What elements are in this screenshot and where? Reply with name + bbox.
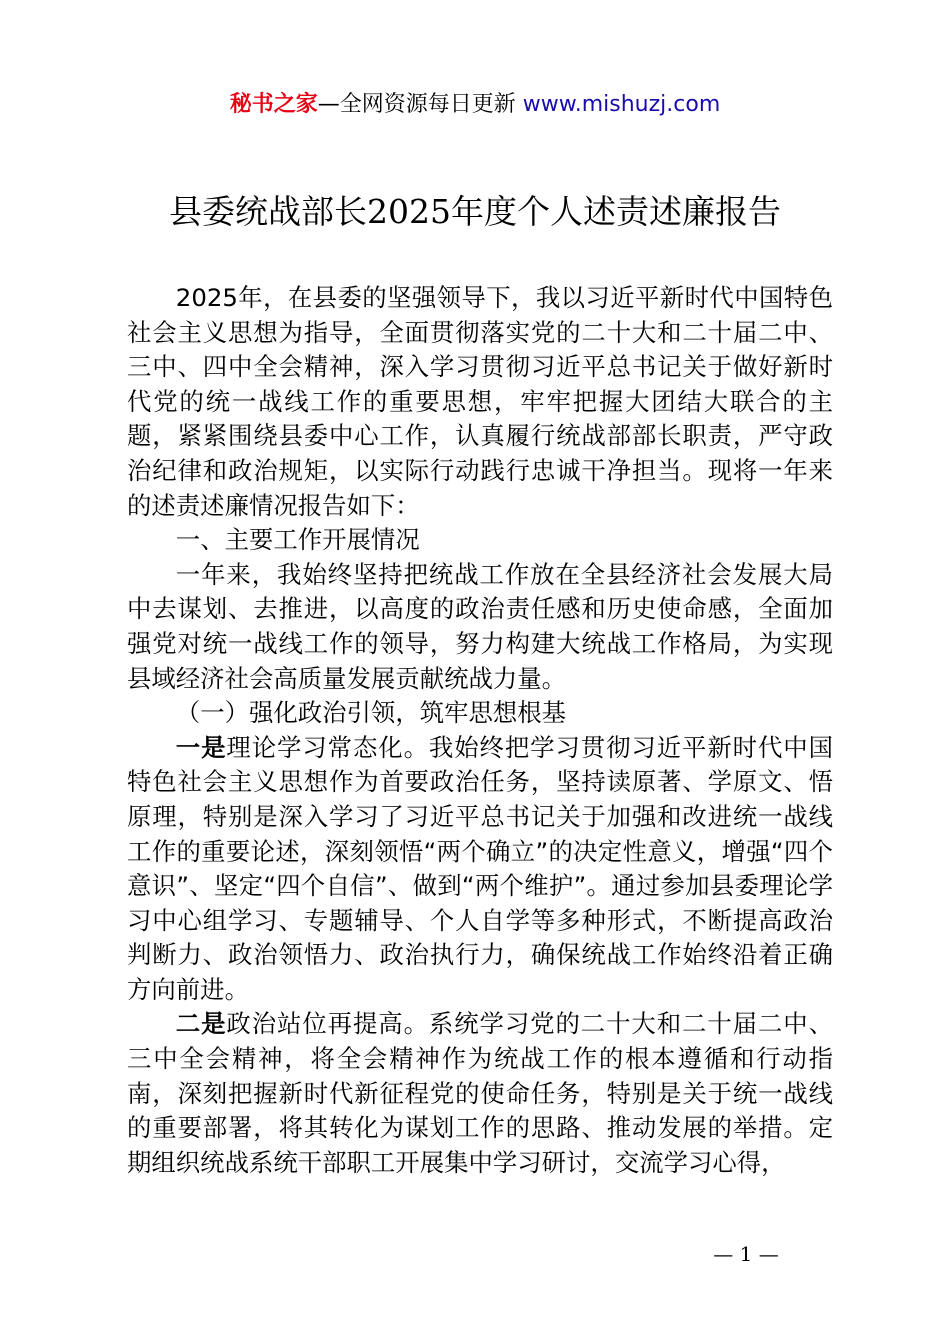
paragraph-text: 政治站位再提高。系统学习党的二十大和二十届二中、三中全会精神，将全会精神作为统战工作的根本遵循和行动指南，深刻把握新时代新征程党的使命任务，特别是关于统一战线的重要部署，将其转化为谋划工作的思路、推动发展的举措。定期组织统战系统干部职工开展集中学习研讨，交流学习心得， (127, 1009, 833, 1177)
paragraph (127, 281, 833, 523)
paragraph (127, 558, 833, 696)
banner-dash: — (317, 92, 340, 117)
paragraph (127, 731, 833, 1008)
paragraph-text: 一年来，我始终坚持把统战工作放在全县经济社会发展大局中去谋划、去推进，以高度的政治责任感和历史使命感，全面加强党对统一战线工作的领导，努力构建大统战工作格局，为实现县域经济社会高质量发展贡献统战力量。 (127, 559, 833, 693)
document-title: 县委统战部长2025年度个人述责述廉报告 (169, 192, 781, 231)
paragraph-text: （一）强化政治引领，筑牢思想根基 (175, 698, 567, 728)
subsection-heading (127, 696, 833, 731)
section-heading (127, 523, 833, 558)
paragraph-text: 2025年，在县委的坚强领导下，我以习近平新时代中国特色社会主义思想为指导，全面贯彻落实党的二十大和二十届二中、三中、四中全会精神，深入学习贯彻习近平总书记关于做好新时代党的统一战线工作的重要思想，牢牢把握大团结大联合的主题，紧紧围绕县委中心工作，认真履行统战部部长职责，严守政治纪律和政治规矩，以实际行动践行忠诚干净担当。现将一年来的述责述廉情况报告如下： (127, 283, 833, 520)
paragraph-lead: 二是 (175, 1009, 227, 1039)
banner-text: 全网资源每日更新 (339, 92, 523, 117)
paragraph-text: 一、主要工作开展情况 (175, 525, 420, 555)
site-banner (0, 89, 950, 121)
paragraph (127, 1007, 833, 1180)
paragraph-lead: 一是 (175, 732, 227, 762)
banner-brand: 秘书之家 (229, 92, 318, 117)
document-body (127, 281, 833, 1180)
banner-url-link[interactable]: www.mishuzj.com (522, 92, 721, 117)
page-number: — 1 — (713, 1242, 779, 1266)
paragraph-text: 理论学习常态化。我始终把学习贯彻习近平新时代中国特色社会主义思想作为首要政治任务，坚持读原著、学原文、悟原理，特别是深入学习了习近平总书记关于加强和改进统一战线工作的重要论述，深刻领悟“两个确立”的决定性意义，增强“四个意识”、坚定“四个自信”、做到“两个维护”。通过参加县委理论学习中心组学习、专题辅导、个人自学等多种形式，不断提高政治判断力、政治领悟力、政治执行力，确保统战工作始终沿着正确方向前进。 (127, 732, 833, 1004)
